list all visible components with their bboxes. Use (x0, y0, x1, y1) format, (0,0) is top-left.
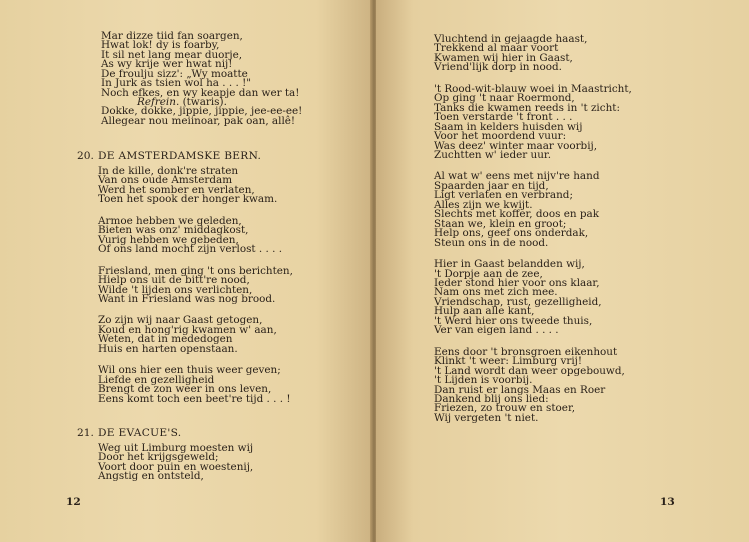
verse-line: Hulp aan alle kant, (434, 305, 535, 318)
verse-line: Wilde 't lijden ons verlichten, (98, 283, 253, 296)
stanza (434, 345, 632, 424)
verse-line: Voor het moordend vuur: (434, 130, 567, 143)
stanza (98, 366, 293, 404)
verse-line: Friezen, zo trouw en stoer, (434, 402, 576, 415)
left-page (0, 0, 372, 542)
stanza (98, 316, 293, 354)
verse-line: De froulju sizz': „Wy moatte (101, 67, 248, 80)
verse-line: Werd het somber en verlaten, (98, 183, 255, 196)
verse-line: Ligt verlaten en verbrand; (434, 189, 573, 202)
verse-line: Mar dizze tiid fan soargen, (101, 30, 243, 42)
verse-line: Vriend'lijk dorp in nood. (434, 61, 562, 74)
verse-line: Ieder stond hier voor ons klaar, (434, 276, 600, 289)
verse-line: Vurig hebben we gebeden, (98, 233, 239, 246)
song-21-continued (434, 35, 632, 423)
stanza (434, 82, 632, 161)
verse-line: Toen het spook der honger kwam. (98, 193, 278, 206)
verse-line: 't Land wordt dan weer opgebouwd, (434, 364, 625, 377)
verse-line: Klinkt 't weer: Limburg vrij! (434, 355, 583, 368)
verse-line: Kwamen wij hier in Gaast, (434, 51, 573, 64)
verse-line: Friesland, men ging 't ons berichten, (98, 264, 293, 277)
song-20-title: DE AMSTERDAMSKE BERN. (98, 150, 262, 162)
verse-line: Of ons land mocht zijn verlost . . . . (98, 243, 283, 256)
verse-line: Dan ruist er langs Maas en Roer (434, 383, 606, 396)
verse-line: Help ons, geef ons onderdak, (434, 227, 589, 240)
song-20-body (98, 167, 293, 404)
verse-line: Noch efkes, en wy keapje dan wer ta! (101, 86, 300, 99)
verse-line: Vluchtend in gejaagde haast, (434, 33, 588, 45)
verse-line: Spaarden jaar en tijd, (434, 179, 549, 192)
verse-line: Tanks die kwamen reeds in 't zicht: (434, 101, 620, 114)
verse-line: Liefde en gezelligheid (98, 373, 215, 386)
verse-line: Wil ons hier een thuis weer geven; (98, 364, 281, 377)
verse-line: Op ging 't naar Roermond, (434, 92, 575, 105)
verse-line: Allegear nou meiinoar, pak oan, allê! (101, 114, 296, 127)
verse-line: Koud en hong'rig kwamen w' aan, (98, 323, 277, 336)
song-stanza-top (101, 32, 299, 98)
verse-line: Bieten was onz' middagkost, (98, 224, 249, 237)
stanza (434, 172, 632, 248)
refrain-label: Refrein. (137, 96, 180, 108)
verse-line: Ver van eigen land . . . . (434, 324, 559, 337)
verse-line: Weg uit Limburg moesten wij (98, 442, 254, 454)
verse-line: 't Rood-wit-blauw woei in Maastricht, (434, 82, 632, 95)
verse-line: Eens komt toch een beet're tijd . . . ! (98, 392, 291, 405)
verse-line: Toen verstarde 't front . . . (434, 111, 573, 124)
song-20-number: 20. (77, 150, 94, 162)
stanza (98, 264, 293, 305)
verse-line: Steun ons in de nood. (434, 236, 549, 249)
song-21-body (98, 444, 253, 482)
verse-line: Dokke, dokke, jippie, jippie, jee-ee-ee! (101, 105, 303, 118)
verse-line: Hwat lok! dy is foarby, (101, 39, 220, 52)
verse-line: In Jurk as tsien wol ha . . . !" (101, 77, 252, 90)
song-21-title: DE EVACUE'S. (98, 427, 182, 439)
verse-line: Alles zijn we kwijt. (434, 198, 533, 211)
stanza (434, 260, 632, 336)
verse-line: Al wat w' eens met nijv're hand (434, 170, 600, 183)
verse-line: Huis en harten openstaan. (98, 342, 238, 355)
verse-line: Zo zijn wij naar Gaast getogen, (98, 314, 263, 327)
verse-line: Dankend blij ons lied: (434, 392, 549, 405)
verse-line: Weten, dat in mededogen (98, 333, 233, 346)
verse-line: In de kille, donk're straten (98, 165, 239, 177)
song-21-number: 21. (77, 427, 94, 439)
verse-line: Nam ons met zich mee. (434, 286, 558, 299)
refrain-suffix: (twaris). (182, 96, 227, 108)
verse-line: Want in Friesland was nog brood. (98, 292, 276, 305)
page-number-right: 13 (660, 496, 675, 508)
verse-line: Voort door puin en woestenij, (98, 460, 254, 473)
verse-line: Eens door 't bronsgroen eikenhout (434, 345, 618, 358)
verse-line: Zuchtten w' ieder uur. (434, 148, 552, 161)
page-number-left: 12 (66, 496, 81, 508)
verse-line: 't Lijden is voorbij. (434, 374, 533, 387)
verse-line: Hielp ons uit de bitt're nood, (98, 274, 250, 287)
stanza (98, 214, 293, 256)
verse-line: 't Werd hier ons tweede thuis, (434, 314, 593, 327)
verse-line: 't Dorpje aan de zee, (434, 267, 543, 280)
verse-line: Angstig en ontsteld, (98, 470, 204, 483)
verse-line: Slechts met koffer, doos en pak (434, 208, 599, 221)
verse-line: Van ons oude Amsterdam (98, 174, 233, 187)
refrain-stanza (101, 98, 302, 126)
verse-line: Saam in kelders huisden wij (434, 120, 583, 133)
verse-line: Trekkend al maar voort (434, 42, 559, 55)
right-page (376, 0, 749, 542)
verse-line: Door het krijgsgeweld; (98, 451, 219, 464)
stanza (98, 167, 293, 205)
verse-line: Staan we, klein en groot; (434, 217, 567, 230)
verse-line: As wy krije wer hwat nij! (101, 58, 233, 71)
verse-line: Hier in Gaast belandden wij, (434, 258, 585, 271)
verse-line: Armoe hebben we geleden, (98, 214, 242, 227)
verse-line: Vriendschap, rust, gezelligheid, (434, 295, 602, 308)
verse-line: Brengt de zon weer in ons leven, (98, 383, 272, 396)
stanza (434, 35, 632, 73)
verse-line: It sil net lang mear duorje, (101, 48, 243, 61)
verse-line: Wij vergeten 't niet. (434, 411, 539, 424)
verse-line: Was deez' winter maar voorbij, (434, 139, 598, 152)
